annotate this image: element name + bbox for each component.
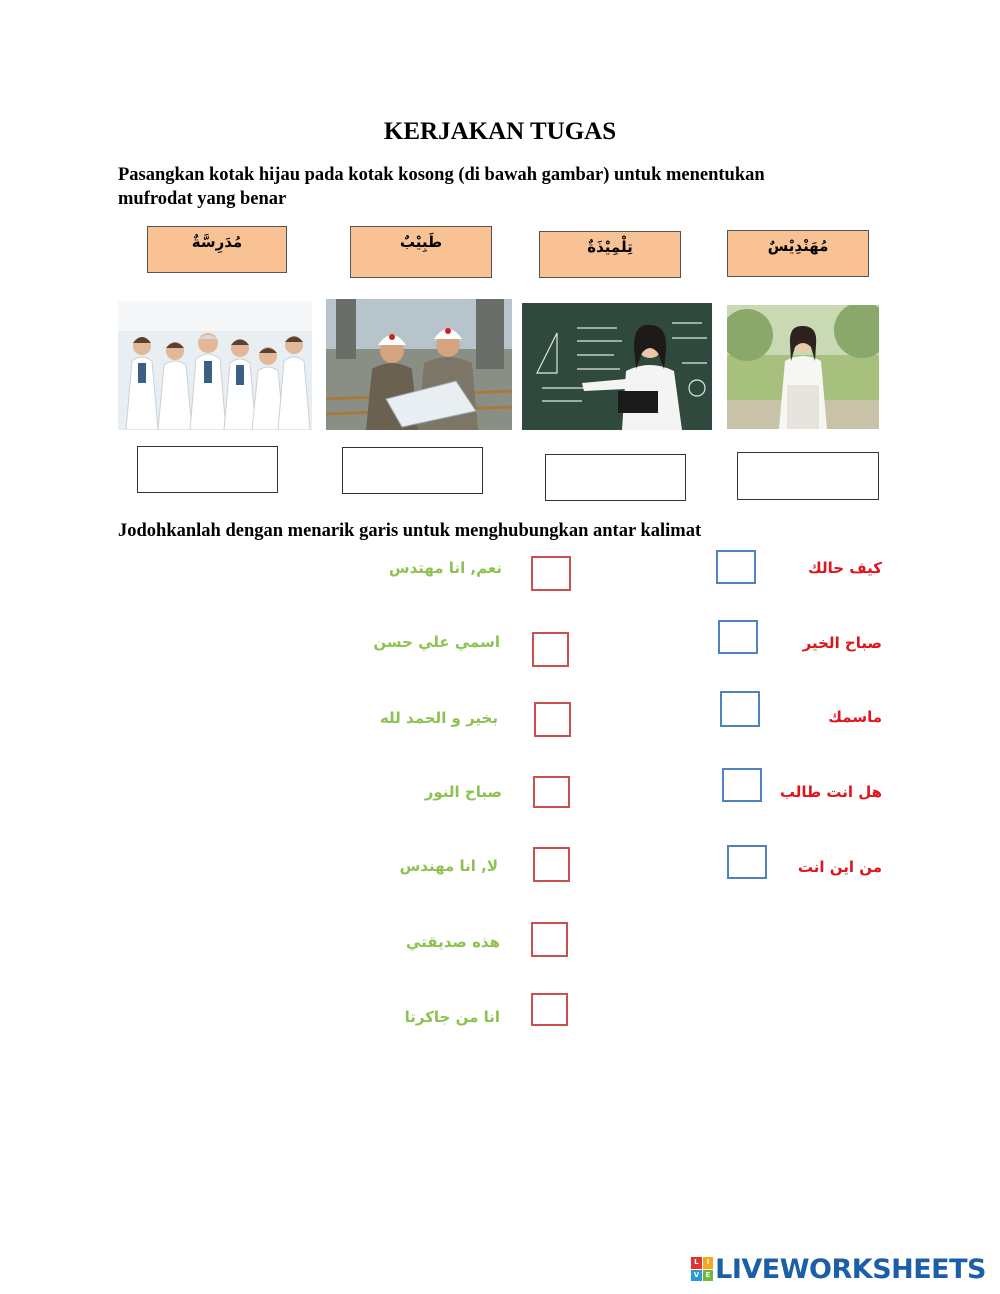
answer-phrase-1: نعم, انا مهتدس: [388, 559, 502, 577]
answer-phrase-3: بخير و الحمد لله: [379, 709, 498, 727]
brand-name: LIVEWORKSHEETS: [715, 1253, 986, 1285]
live-logo-icon: L I V E: [691, 1257, 713, 1281]
vocab-card-tabib[interactable]: طَبِيْبٌ: [350, 226, 492, 278]
instruction-matching-vocab: Pasangkan kotak hijau pada kotak kosong (di bawah gambar) untuk menentukan mufrodat yang benar: [118, 165, 765, 209]
worksheet-title: KERJAKAN TUGAS: [383, 118, 617, 145]
vocab-card-tilmidzah[interactable]: تِلْمِيْذَةٌ: [539, 231, 681, 278]
question-phrase-3: ماسمك: [828, 708, 882, 726]
student-photo: [727, 305, 879, 429]
engineers-icon: [326, 299, 512, 430]
drop-box-teacher[interactable]: [545, 454, 686, 501]
answer-phrase-6: هذه صديقتي: [405, 933, 500, 951]
engineers-photo: [326, 299, 512, 430]
drop-box-engineers[interactable]: [342, 447, 483, 494]
teacher-photo: [522, 303, 712, 430]
answer-phrase-5: لا, انا مهندس: [399, 857, 498, 875]
answer-box-7[interactable]: [531, 993, 568, 1026]
answer-box-4[interactable]: [533, 776, 570, 808]
question-phrase-4: هل انت طالب: [779, 783, 882, 801]
liveworksheets-logo: [691, 1253, 986, 1285]
vocab-card-mudarrisah[interactable]: مُدَرِسَّةٌ: [147, 226, 287, 273]
answer-box-1[interactable]: [531, 556, 571, 591]
question-phrase-2: صباح الخير: [802, 634, 882, 652]
drop-box-student[interactable]: [737, 452, 879, 500]
question-phrase-5: من اين انت: [797, 858, 882, 876]
instruction-line-matching: Jodohkanlah dengan menarik garis untuk menghubungkan antar kalimat: [118, 521, 702, 541]
answer-box-5[interactable]: [533, 847, 570, 882]
vocab-card-muhandis[interactable]: مُهَنْدِيْسٌ: [727, 230, 869, 277]
question-phrase-1: كيف حالك: [808, 559, 882, 577]
answer-box-6[interactable]: [531, 922, 568, 957]
answer-phrase-2: اسمي علي حسن: [373, 633, 500, 651]
doctors-photo: [118, 301, 312, 430]
answer-phrase-7: انا من جاكرتا: [404, 1008, 500, 1026]
teacher-icon: [522, 303, 712, 430]
drop-box-doctors[interactable]: [137, 446, 278, 493]
answer-box-2[interactable]: [532, 632, 569, 667]
student-icon: [727, 305, 879, 429]
doctors-icon: [118, 301, 312, 430]
answer-box-3[interactable]: [534, 702, 571, 737]
answer-phrase-4: صباح النور: [424, 783, 502, 801]
